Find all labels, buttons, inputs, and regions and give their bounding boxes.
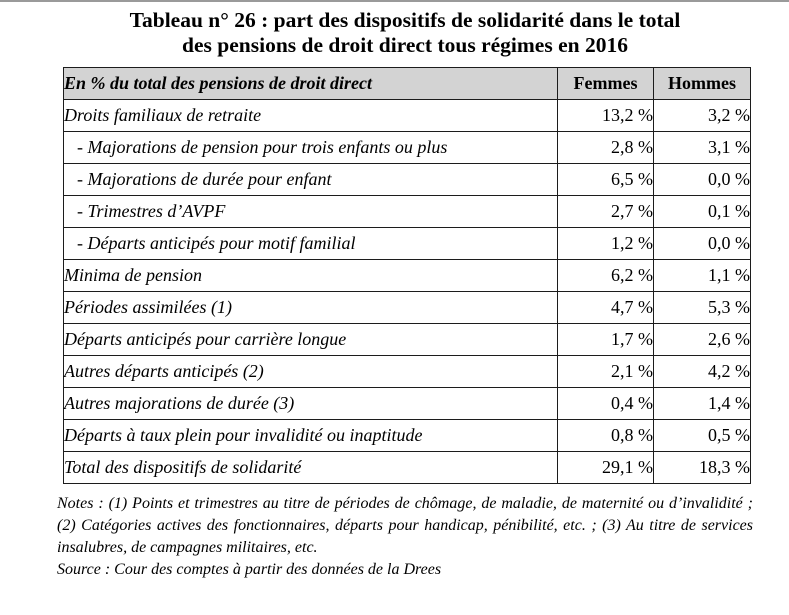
table-header-row [64, 68, 751, 100]
femmes-value: 6,5 % [558, 164, 654, 196]
hommes-value: 0,0 % [654, 228, 751, 260]
row-label: Minima de pension [64, 260, 558, 292]
page-title [57, 8, 753, 58]
page-top-edge [0, 0, 789, 2]
row-label: Départs à taux plein pour invalidité ou inaptitude [64, 420, 558, 452]
table-header-label: En % du total des pensions de droit direct [64, 68, 558, 100]
row-label: Droits familiaux de retraite [64, 100, 558, 132]
table-row [64, 132, 751, 164]
hommes-value: 3,1 % [654, 132, 751, 164]
table-row [64, 420, 751, 452]
solidarity-table [63, 67, 751, 484]
table-row [64, 100, 751, 132]
table-body [64, 100, 751, 484]
table-row [64, 452, 751, 484]
femmes-value: 1,2 % [558, 228, 654, 260]
femmes-value: 29,1 % [558, 452, 654, 484]
hommes-value: 4,2 % [654, 356, 751, 388]
row-label: - Majorations de durée pour enfant [64, 164, 558, 196]
table-row [64, 388, 751, 420]
row-label: - Majorations de pension pour trois enfants ou plus [64, 132, 558, 164]
femmes-value: 1,7 % [558, 324, 654, 356]
row-label: Autres majorations de durée (3) [64, 388, 558, 420]
hommes-value: 0,5 % [654, 420, 751, 452]
femmes-value: 2,8 % [558, 132, 654, 164]
hommes-value: 0,0 % [654, 164, 751, 196]
page-title-line-1: Tableau n° 26 : part des dispositifs de solidarité dans le total [129, 8, 681, 32]
table-header-femmes: Femmes [558, 68, 654, 100]
row-label: - Trimestres d’AVPF [64, 196, 558, 228]
hommes-value: 2,6 % [654, 324, 751, 356]
row-label: Autres départs anticipés (2) [64, 356, 558, 388]
table-row [64, 292, 751, 324]
row-label: Périodes assimilées (1) [64, 292, 558, 324]
femmes-value: 2,7 % [558, 196, 654, 228]
table-row [64, 228, 751, 260]
hommes-value: 3,2 % [654, 100, 751, 132]
table-row [64, 164, 751, 196]
row-label: Total des dispositifs de solidarité [64, 452, 558, 484]
table-source: Source : Cour des comptes à partir des données de la Drees [57, 561, 442, 578]
table-header-hommes: Hommes [654, 68, 751, 100]
femmes-value: 13,2 % [558, 100, 654, 132]
table-row [64, 356, 751, 388]
femmes-value: 2,1 % [558, 356, 654, 388]
femmes-value: 4,7 % [558, 292, 654, 324]
table-notes: Notes : (1) Points et trimestres au titre de périodes de chômage, de maladie, de maternité ou d’invalidité ; (2) Catégories actives des fonctionnaires, départs pour handicap, pénibilité, etc. ; (3) Au titre de services insalubres, de campagnes militaires, etc. [57, 495, 753, 556]
row-label: Départs anticipés pour carrière longue [64, 324, 558, 356]
table-row [64, 324, 751, 356]
hommes-value: 1,1 % [654, 260, 751, 292]
row-label: - Départs anticipés pour motif familial [64, 228, 558, 260]
femmes-value: 0,4 % [558, 388, 654, 420]
table-row [64, 260, 751, 292]
hommes-value: 5,3 % [654, 292, 751, 324]
hommes-value: 18,3 % [654, 452, 751, 484]
femmes-value: 0,8 % [558, 420, 654, 452]
hommes-value: 0,1 % [654, 196, 751, 228]
hommes-value: 1,4 % [654, 388, 751, 420]
femmes-value: 6,2 % [558, 260, 654, 292]
page-title-line-2: des pensions de droit direct tous régimes en 2016 [182, 33, 628, 57]
table-row [64, 196, 751, 228]
document-page [57, 8, 753, 581]
